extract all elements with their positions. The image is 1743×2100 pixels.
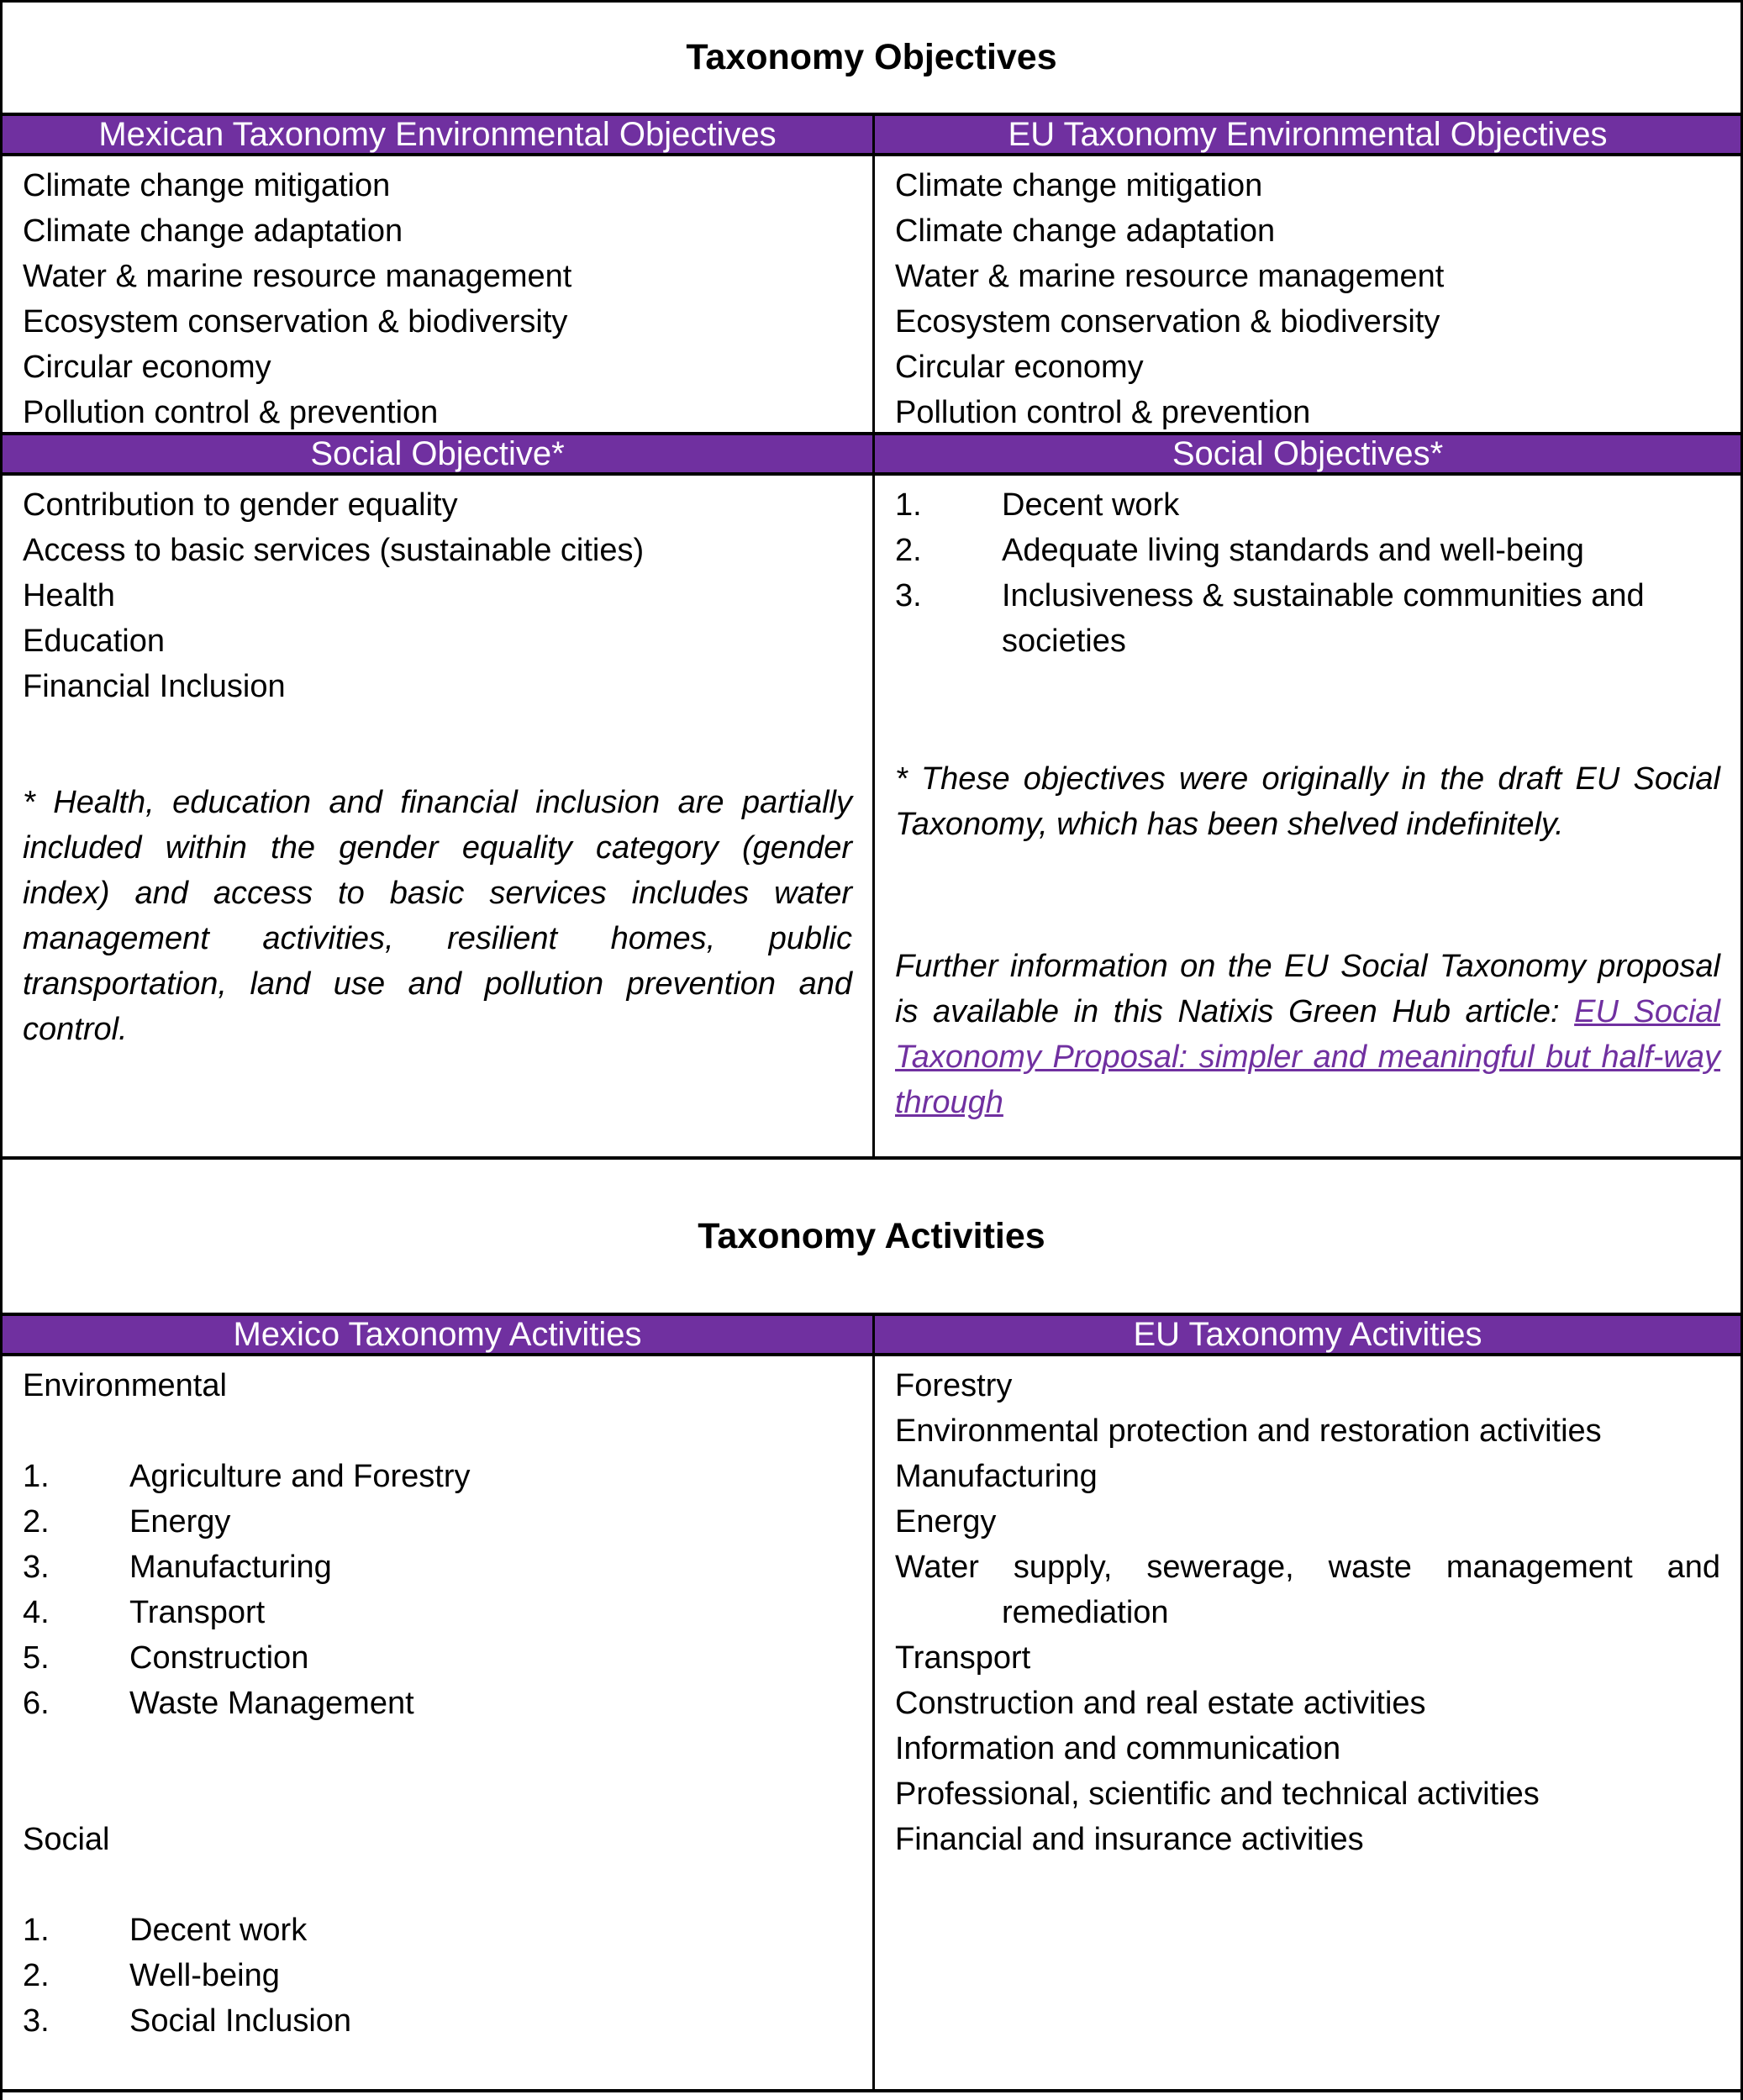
activity-item	[895, 1499, 1720, 1545]
further-info-paragraph	[895, 944, 1720, 1125]
environmental-objective-item: Climate change mitigation	[23, 168, 391, 203]
activity-text: Financial and insurance activities	[895, 1822, 1364, 1857]
activities-header-row	[3, 1313, 1740, 1356]
activities-row	[3, 1356, 1740, 2089]
social-objectives-header-row	[3, 432, 1740, 476]
environmental-objective-item: Pollution control & prevention	[895, 395, 1311, 430]
list-number: 1.	[23, 1913, 50, 1948]
activity-text: Water supply, sewerage, waste management and	[895, 1550, 1720, 1585]
environmental-objectives-row	[3, 156, 1740, 432]
environmental-objective-item: Ecosystem conservation & biodiversity	[23, 304, 568, 339]
activity-item	[895, 1635, 1720, 1681]
list-label: Well-being	[129, 1958, 280, 1993]
list-label: Decent work	[129, 1913, 308, 1948]
eu-environmental-objectives-header: EU Taxonomy Environmental Objectives	[872, 116, 1740, 153]
activity-text: Professional, scientific and technical activities	[895, 1776, 1540, 1812]
activity-item	[895, 1681, 1720, 1726]
social-objective-item: Education	[23, 624, 166, 659]
activity-text: Transport	[895, 1640, 1031, 1676]
social-objective-item: Contribution to gender equality	[23, 487, 458, 523]
spacer	[23, 1408, 852, 1454]
activity-item	[895, 1408, 1720, 1454]
activity-item	[895, 1726, 1720, 1771]
activities-title: Taxonomy Activities	[698, 1215, 1045, 1256]
social-objective-item: Health	[23, 578, 115, 613]
activity-item	[23, 1953, 852, 1998]
next-section-sliver	[3, 2089, 1740, 2100]
activity-item	[23, 1499, 852, 1545]
activity-item	[23, 1545, 852, 1590]
list-number: 2.	[895, 533, 922, 568]
social-objective-item: Financial Inclusion	[23, 669, 286, 704]
activity-item	[895, 1545, 1720, 1635]
environmental-objective-item: Pollution control & prevention	[23, 395, 439, 430]
eu-activities-cell	[872, 1356, 1740, 2089]
mexican-social-objective-header: Social Objective*	[3, 435, 872, 472]
list-label: Agriculture and Forestry	[129, 1459, 471, 1494]
mexican-social-objectives-cell	[3, 476, 872, 1156]
environmental-objective-item: Climate change adaptation	[23, 213, 403, 249]
eu-social-taxonomy-article-link[interactable]: EU Social Taxonomy Proposal: simpler and meaningful but half-way through	[895, 994, 1720, 1120]
social-objective-item	[895, 528, 1720, 573]
list-label: Adequate living standards and well-being	[1002, 533, 1584, 568]
eu-social-objectives-list	[895, 482, 1720, 664]
activity-item	[23, 1454, 852, 1499]
list-number: 6.	[23, 1686, 50, 1721]
activity-text: Energy	[895, 1504, 997, 1539]
list-label: Transport	[129, 1595, 266, 1630]
spacer	[23, 1862, 852, 1908]
activity-item	[23, 1908, 852, 1953]
social-objective-item	[895, 482, 1720, 528]
activity-item	[23, 1635, 852, 1681]
environmental-objective-item: Circular economy	[895, 350, 1144, 385]
social-objective-item: Access to basic services (sustainable cities)	[23, 533, 645, 568]
eu-activities-header: EU Taxonomy Activities	[872, 1316, 1740, 1353]
eu-social-objectives-cell	[872, 476, 1740, 1156]
list-number: 3.	[23, 1550, 50, 1585]
environmental-objective-item: Ecosystem conservation & biodiversity	[895, 304, 1440, 339]
mexican-environmental-objectives-header: Mexican Taxonomy Environmental Objectives	[3, 116, 872, 153]
list-label: Energy	[129, 1504, 231, 1539]
activity-text: Forestry	[895, 1368, 1013, 1403]
environmental-objective-item: Circular economy	[23, 350, 271, 385]
list-number: 4.	[23, 1595, 50, 1630]
activity-item	[895, 1771, 1720, 1817]
mexico-social-activities-list	[23, 1908, 852, 2044]
list-label: Manufacturing	[129, 1550, 332, 1585]
environmental-objective-item: Water & marine resource management	[23, 259, 572, 294]
mexican-social-objectives-list	[23, 482, 852, 709]
mexico-activities-cell	[3, 1356, 872, 2089]
activities-title-row	[3, 1156, 1740, 1313]
list-label: Waste Management	[129, 1686, 414, 1721]
list-number: 1.	[895, 487, 922, 523]
activity-item	[23, 1681, 852, 1726]
objectives-title: Taxonomy Objectives	[686, 37, 1057, 77]
activity-text: Manufacturing	[895, 1459, 1098, 1494]
list-number: 5.	[23, 1640, 50, 1676]
environmental-objective-item: Climate change adaptation	[895, 213, 1276, 249]
environmental-objective-item: Climate change mitigation	[895, 168, 1263, 203]
list-number: 2.	[23, 1504, 50, 1539]
activity-item	[23, 1998, 852, 2044]
list-label: Social Inclusion	[129, 2003, 352, 2039]
activity-item	[895, 1817, 1720, 1862]
list-number: 3.	[895, 578, 922, 613]
activity-text: Information and communication	[895, 1731, 1341, 1766]
list-label: Inclusiveness & sustainable communities and societies	[1002, 578, 1645, 659]
social-objectives-row	[3, 476, 1740, 1156]
activity-item	[895, 1454, 1720, 1499]
environmental-group-label: Environmental	[23, 1368, 227, 1403]
activity-wrapped-text: remediation	[1002, 1595, 1169, 1630]
list-number: 2.	[23, 1958, 50, 1993]
activity-text: Construction and real estate activities	[895, 1686, 1426, 1721]
objectives-title-row	[3, 3, 1740, 113]
mexico-activities-header: Mexico Taxonomy Activities	[3, 1316, 872, 1353]
environmental-objective-item: Water & marine resource management	[895, 259, 1445, 294]
mexican-social-footnote: * Health, education and financial inclusion are partially included within the gender equality category (gender index) and access to basic services includes water management activities, resilient homes, public transportation, land use and pollution prevention and control.	[23, 785, 852, 1047]
social-objective-item	[895, 573, 1720, 664]
eu-social-footnote: * These objectives were originally in the draft EU Social Taxonomy, which has been shelved indefinitely.	[895, 761, 1720, 842]
eu-environmental-objectives-list	[872, 156, 1740, 432]
social-group-label: Social	[23, 1822, 110, 1857]
list-number: 3.	[23, 2003, 50, 2039]
mexican-environmental-objectives-list	[3, 156, 872, 432]
eu-social-objectives-header: Social Objectives*	[872, 435, 1740, 472]
list-number: 1.	[23, 1459, 50, 1494]
further-info-text: Further information on the EU Social Taxonomy proposal is available in this Natixis Green Hub article:	[895, 949, 1720, 1029]
mexico-environmental-activities-list	[23, 1454, 852, 1726]
activity-item	[895, 1363, 1720, 1408]
list-label: Construction	[129, 1640, 309, 1676]
activity-text: Environmental protection and restoration activities	[895, 1413, 1602, 1449]
list-label: Decent work	[1002, 487, 1180, 523]
objectives-header-row	[3, 113, 1740, 156]
activity-item	[23, 1590, 852, 1635]
